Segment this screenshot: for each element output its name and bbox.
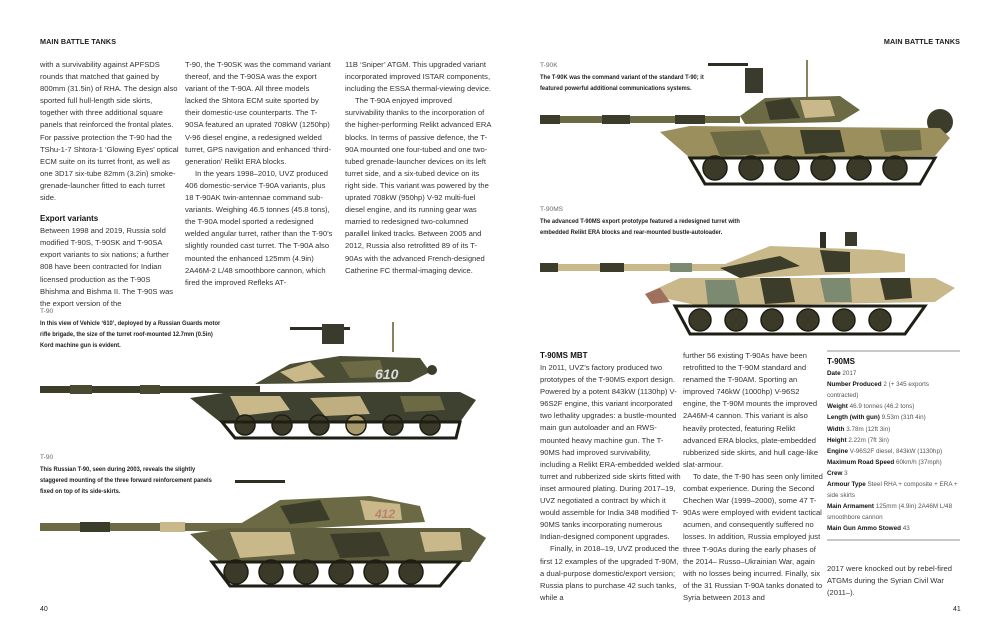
caption-body: In this view of Vehicle ‘610’, deployed by a Russian Guards motor rifle brigade, the size of the turret roof-mounted 12.7mm (0.5in) Kord machine gun is evident. [40, 320, 221, 350]
paragraph: In 2011, UVZ’s factory produced two prototypes of the T-90MS export design. Powered by a potent 843kW (1130hp) V-96S2F engine, this variant incorporated two lethality upgrades: a bustle-mounted main gun autoloader and an RWS-mounted heavy machine gun. The T-90MS had improved survivability, including a Relikt ERA-embedded welded turret and rubberized side skirts fitted with inset armoured plating. During 2017–19, UVZ negotiated a contract by which it would assemble for India 348 modified T-90MS tanks incorporating numerous Indian-designed component upgrades. [540, 363, 681, 542]
right-column-1 [540, 350, 682, 604]
running-head-left: MAIN BATTLE TANKS [40, 37, 117, 46]
left-column-3 [345, 59, 493, 277]
paragraph: with a survivability against APFSDS rounds that matched that gained by 800mm (31.5in) of RHA. The design also sported full hull-length side skirts, together with three additional square panels that reinforced the frontal plates. For passive protection the T-90 had the TShu-1-7 Shtora-1 ‘Glowing Eyes’ optical ECM suite on its turret front, as well as one 3D17 six-tube 82mm (3.2in) smoke-grenade-launcher fitted to each turret side. [40, 60, 179, 203]
spec-row-armour-type: Armour Type Steel RHA + composite + ERA + side skirts [827, 481, 958, 500]
paragraph: Between 1998 and 2019, Russia sold modified T-90S, T-90SK and T-90SA export variants to six nations; a further 808 have been contracted for Indian licensed production as the T-90S Bhishma and Bishma II. The T-90S was the export version of the [40, 226, 174, 308]
paragraph: In the years 1998–2010, UVZ produced 406 domestic-service T-90A variants, plus 18 T-90AK twin-antennae command sub-variants. Weighing 46.5 tonnes (45.8 tons), the T-90A model sported a redesigned welded angular turret, rather than the T-90’s slightly rounded cast turret. The T-90A also mounted the enhanced 125mm (4.9in) 2A46M-2 L/48 smoothbore cannon, which fired the improved Refleks AT- [185, 168, 333, 287]
tank-illustration-t90-610 [40, 322, 520, 442]
running-head-right: MAIN BATTLE TANKS [883, 37, 960, 46]
right-column-2 [683, 350, 825, 604]
caption-title: T-90K [540, 62, 558, 69]
svg-text:412: 412 [375, 507, 396, 521]
paragraph: Finally, in 2018–19, UVZ produced the first 12 examples of the upgraded T-90M, a dual-purpose domestic/export version; Russia plans to purchase 42 such tanks, while a [540, 544, 680, 602]
paragraph: T-90, the T-90SK was the command variant thereof, and the T-90SA was the export variant of the T-90A. All three models lacked the Shtora ECM suite sported by their domestic-use counterparts. The T-90SA featured an uprated 708kW (1250hp) V-96 diesel engine, a redesigned welded turret, GPS navigation and enhanced ‘third-generation’ Relikt ERA blocks. [185, 60, 332, 166]
spec-row-engine: Engine V-96S2F diesel, 843kW (1130hp) [827, 447, 943, 455]
caption-title: T-90MS [540, 206, 564, 213]
paragraph: 11B ‘Sniper’ ATGM. This upgraded variant incorporated improved ISTAR components, including the ESSA thermal-viewing device. [345, 60, 492, 94]
spec-row-number-produced: Number Produced 2 (+ 345 exports contracted) [827, 381, 930, 400]
caption-body: This Russian T-90, seen during 2003, reveals the slightly staggered mounting of the three forward reinforcement panels fixed on top of its side-skirts. [40, 466, 212, 496]
spec-row-height: Height 2.22m (7ft 3in) [827, 436, 889, 444]
spec-row-main-armament: Main Armament 125mm (4.9in) 2A46M L/48 smoothbore cannon [827, 503, 953, 522]
left-column-1 [40, 59, 180, 310]
right-column-3 [827, 563, 967, 599]
paragraph: 2017 were knocked out by rebel-fired ATGMs during the Syrian Civil War (2011–). [827, 564, 952, 598]
caption-body: The T-90K was the command variant of the standard T-90; it featured powerful additional communications systems. [540, 74, 704, 93]
tank-illustration-t90k [540, 60, 975, 195]
section-heading-t90ms-mbt: T-90MS MBT [540, 351, 588, 360]
paragraph: To date, the T-90 has seen only limited combat experience. During the Second Chechen War (1999–2000), some 47 T-90As were employed with evident tactical acumen, and consequently suffered no losses. In addition, Russia employed just three T-90As during the early phases of the 2014– Russo–Ukrainian War, again with no losses being incurred. Finally, six of the 31 Russian T-90A tanks donated to Syria between 2013 and [683, 471, 823, 602]
spec-row-crew: Crew 3 [827, 469, 848, 477]
caption-title: T-90 [40, 454, 54, 461]
paragraph: further 56 existing T-90As have been retrofitted to the T-90M standard and renamed the T-90AM. Sporting an improved 746kW (1000hp) V-96S2 engine, the T-90M mounts the improved 2A46M-4 cannon. This variant is also heavily protected, featuring Relikt advanced ERA blocks, plate-embedded rubberized side skirts, and hull cage-like slat-armour. [683, 351, 819, 469]
specifications-table-t90ms [827, 350, 960, 541]
specs-title: T-90MS [827, 357, 856, 366]
spec-row-max-road-speed: Maximum Road Speed 60km/h (37mph) [827, 458, 942, 466]
svg-text:610: 610 [375, 366, 399, 382]
spec-row-length: Length (with gun) 9.53m (31ft 4in) [827, 414, 926, 422]
caption-body: The advanced T-90MS export prototype featured a redesigned turret with embedded Relikt ERA blocks and rear-mounted bustle-autoloader. [540, 218, 740, 237]
specs-top-rule [827, 350, 960, 352]
spec-row-weight: Weight 46.9 tonnes (46.2 tons) [827, 403, 915, 411]
tank-illustration-t90ms [540, 232, 960, 342]
paragraph: The T-90A enjoyed improved survivability thanks to the incorporation of the higher-performing Relikt advanced ERA blocks. In terms of passive defence, the T-90A mounted one four-tubed and one two-tubed grenade-launcher devices on its left turret side, and a six-tubed device on its right side. This variant was powered by the uprated 708kW (950hp) V-92 multi-fuel diesel engine, and its running gear was married to redesigned two-columned parallel linked tracks. Between 2005 and 2012, Russia also retrofitted 89 of its T-90As with the advanced French-designed Catherine FC thermal-imaging device. [345, 96, 492, 275]
left-column-2 [185, 59, 333, 289]
page-number-left: 40 [40, 606, 48, 613]
tank-illustration-t90-2003 [40, 478, 520, 590]
section-heading-export-variants: Export variants [40, 214, 99, 224]
specs-bottom-rule [827, 539, 960, 541]
page-number-right: 41 [953, 606, 961, 613]
spec-row-date: Date 2017 [827, 370, 857, 378]
spec-row-main-gun-ammo: Main Gun Ammo Stowed 43 [827, 525, 910, 533]
spec-row-width: Width 3.78m (12ft 3in) [827, 425, 891, 433]
caption-title: T-90 [40, 308, 54, 315]
